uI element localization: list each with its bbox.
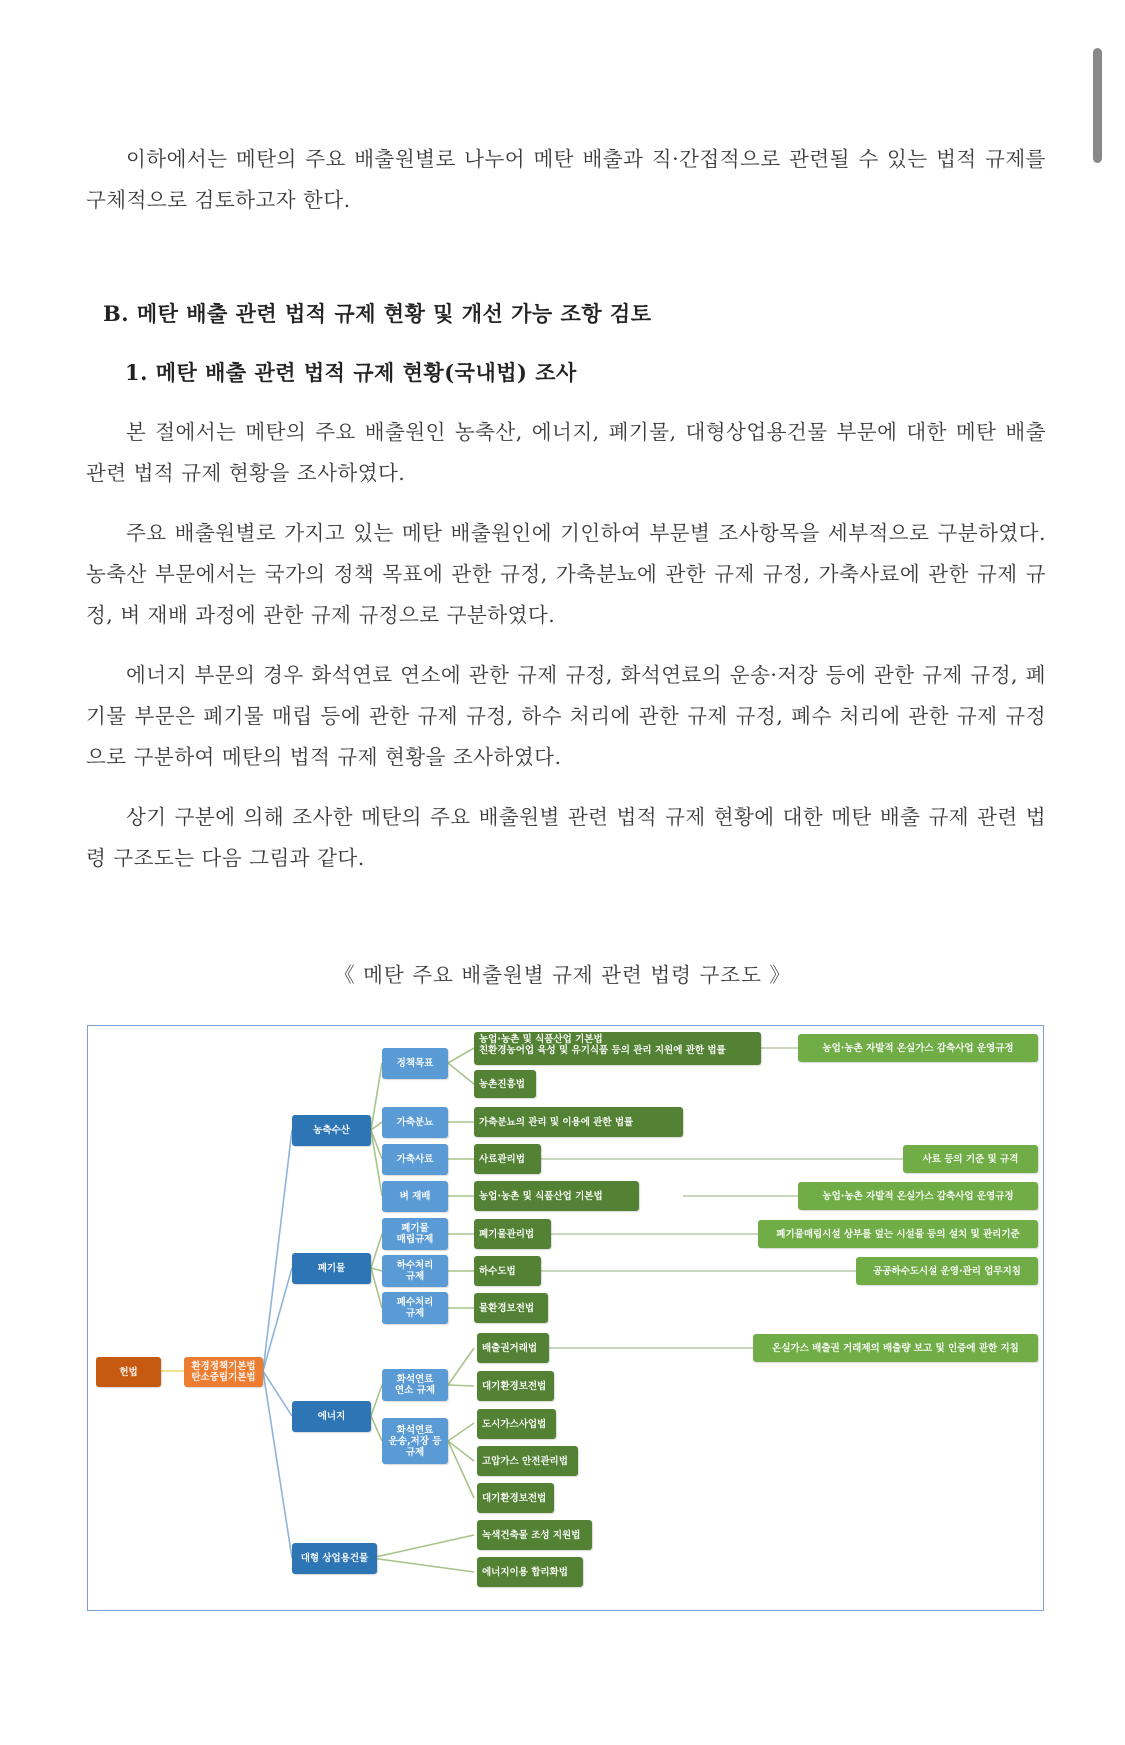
law-green-building: 녹색건축물 조성 지원법 [477,1520,592,1550]
law-agri-basic-eco [474,1032,761,1065]
category-text: 연소 규제 [394,1385,435,1396]
sector-building: 대형 상업용건물 [292,1543,377,1574]
law-emissions-trading: 배출권거래법 [477,1333,549,1363]
vertical-scrollbar[interactable] [1093,48,1102,163]
law-water-environment: 물환경보전법 [474,1293,548,1323]
section-heading: B. 메탄 배출 관련 법적 규제 현황 및 개선 가능 조항 검토 [103,301,652,326]
category-text: 화석연료 [396,1374,434,1385]
category-text: 운송,저장 등 [388,1435,442,1447]
law-text: 농업·농촌 및 식품산업 기본법 [479,1034,603,1045]
intro-text: 이하에서는 메탄의 주요 배출원별로 나누어 메탄 배출과 직·간접적으로 관련될 수 있는 법적 규제를 구체적으로 검토하고자 한다. [86,147,1046,212]
law-text: 친환경농어업 육성 및 유기식품 등의 관리 지원에 관한 법률 [479,1045,726,1056]
law-clean-air-2: 대기환경보전법 [477,1483,554,1513]
sector-waste: 폐기물 [292,1253,371,1284]
paragraph-2 [86,513,1046,636]
category-text: 폐수처리 [396,1297,434,1308]
paragraph-4 [86,797,1046,879]
category-landfill [382,1218,448,1250]
category-transport-storage [382,1418,448,1464]
category-combustion [382,1369,448,1401]
sector-agriculture: 농축수산 [292,1115,371,1146]
rule-emissions-reporting: 온실가스 배출권 거래제의 배출량 보고 및 인증에 관한 지침 [753,1334,1038,1362]
law-waste-management: 폐기물관리법 [474,1219,551,1249]
base-law-1: 환경정책기본법 [191,1361,256,1372]
category-text: 규제 [405,1446,425,1458]
law-high-pressure-gas: 고압가스 안전관리법 [477,1446,578,1476]
node-constitution: 헌법 [96,1357,161,1387]
paragraph-1 [86,412,1046,494]
subsection-heading: 1. 메탄 배출 관련 법적 규제 현황(국내법) 조사 [125,360,577,385]
category-rice: 벼 재배 [382,1181,448,1212]
category-wastewater [382,1292,448,1324]
rule-public-sewerage: 공공하수도시설 운영·관리 업무지침 [856,1257,1038,1285]
category-manure: 가축분뇨 [382,1107,448,1138]
rule-voluntary-ghg-1: 농업·농촌 자발적 온실가스 감축사업 운영규정 [798,1034,1038,1062]
category-text: 규제 [405,1271,425,1282]
law-feed: 사료관리법 [474,1144,541,1174]
law-clean-air: 대기환경보전법 [477,1371,554,1401]
rule-feed-standards: 사료 등의 기준 및 규격 [903,1145,1038,1173]
regulation-structure-diagram [87,1025,1044,1611]
law-energy-rationalization: 에너지이용 합리화법 [477,1557,583,1587]
law-sewerage: 하수도법 [474,1256,541,1286]
category-sewage [382,1255,448,1287]
sector-energy: 에너지 [292,1401,371,1432]
rule-voluntary-ghg-2: 농업·농촌 자발적 온실가스 감축사업 운영규정 [798,1182,1038,1210]
category-text: 매립규제 [396,1234,434,1245]
paragraph-3 [86,655,1046,778]
law-manure: 가축분뇨의 관리 및 이용에 관한 법률 [474,1107,683,1137]
intro-paragraph [86,139,1046,221]
law-rural-development: 농촌진흥법 [474,1070,536,1098]
category-text: 화석연료 [396,1424,434,1436]
paragraph-text: 상기 구분에 의해 조사한 메탄의 주요 배출원별 관련 법적 규제 현황에 대한 메탄 배출 규제 관련 법령 구조도는 다음 그림과 같다. [86,805,1046,870]
category-text: 폐기물 [401,1223,429,1234]
paragraph-text: 에너지 부문의 경우 화석연료 연소에 관한 규제 규정, 화석연료의 운송·저장 등에 관한 규제 규정, 폐기물 부문은 폐기물 매립 등에 관한 규제 규정, 하수 처리에 관한 규제 규정, 폐수 처리에 관한 규제 규정으로 구분하여 메탄의 법적 규제 현황을 조사하였다. [86,663,1046,769]
law-city-gas: 도시가스사업법 [477,1409,556,1439]
paragraph-text: 주요 배출원별로 가지고 있는 메탄 배출원인에 기인하여 부문별 조사항목을 세부적으로 구분하였다. 농축산 부문에서는 국가의 정책 목표에 관한 규정, 가축분뇨에 관한 규제 규정, 가축사료에 관한 규제 규정, 벼 재배 과정에 관한 규제 규정으로 구분하였다. [86,521,1046,627]
base-law-2: 탄소중립기본법 [191,1372,256,1383]
category-text: 하수처리 [396,1260,434,1271]
category-text: 규제 [405,1308,425,1319]
rule-landfill-cover: 폐기물매립시설 상부를 덮는 시설물 등의 설치 및 관리기준 [758,1220,1038,1248]
category-feed: 가축사료 [382,1144,448,1175]
figure-caption: 《 메탄 주요 배출원별 규제 관련 법령 구조도 》 [334,963,791,987]
paragraph-text: 본 절에서는 메탄의 주요 배출원인 농축산, 에너지, 폐기물, 대형상업용건물 부문에 대한 메탄 배출 관련 법적 규제 현황을 조사하였다. [86,420,1046,485]
law-agri-basic: 농업·농촌 및 식품산업 기본법 [474,1181,639,1211]
node-base-laws [184,1357,263,1387]
category-policy: 정책목표 [382,1048,448,1079]
